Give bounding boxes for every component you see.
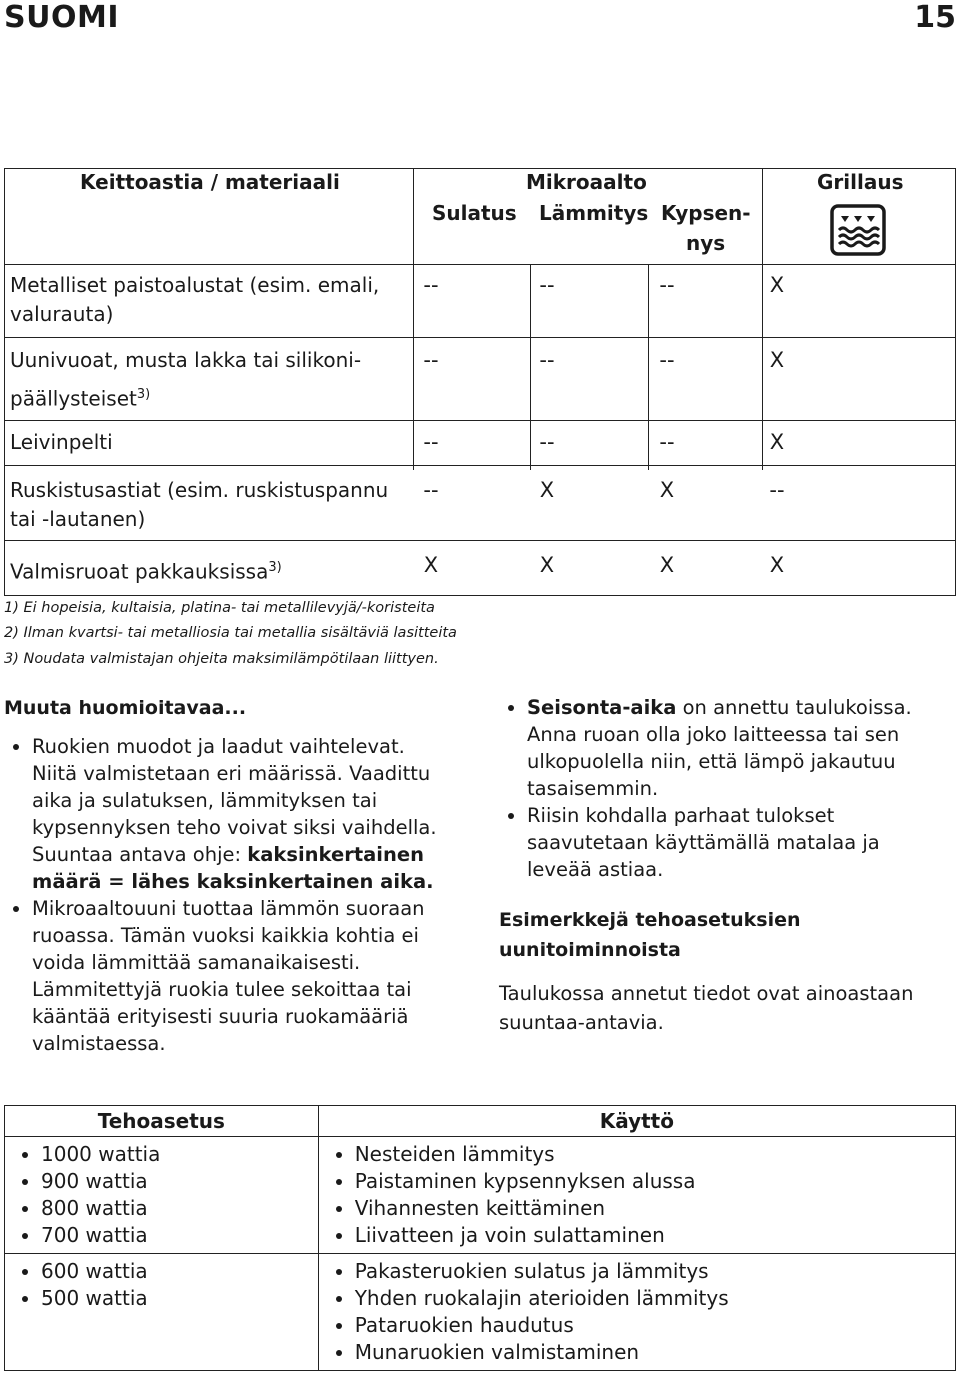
table-border <box>4 264 956 265</box>
list-item: • Seisonta-aika on annettu taulukoissa. Anna ruoan olla joko laitteessa tai sen ulkopuolella niin, että lämpö jakautuu tasaisemmin. <box>527 694 939 802</box>
row-label-cont: päällysteiset$^{3)}$ <box>10 386 151 411</box>
row-label-cont: valurauta) <box>10 302 114 326</box>
list-item: • Pataruokien haudutus <box>355 1312 955 1339</box>
mark-cell: -- <box>423 478 439 502</box>
list-item: • Paistaminen kypsennyksen alussa <box>355 1168 955 1195</box>
mark-cell: -- <box>539 273 555 297</box>
standing-time-list <box>499 694 939 883</box>
mark-cell: X <box>423 553 439 577</box>
list-item: • 800 wattia <box>41 1195 318 1222</box>
mark-cell: -- <box>539 348 555 372</box>
mark-cell: X <box>769 348 785 372</box>
list-item: • Riisin kohdalla parhaat tulokset saavutetaan käyttämällä matalaa ja leveää astiaa. <box>527 802 939 883</box>
table-border <box>413 168 414 470</box>
mark-cell: X <box>539 553 555 577</box>
header-power: Tehoasetus <box>5 1106 319 1137</box>
table-border <box>4 337 956 338</box>
list-item: • Pakasteruokien sulatus ja lämmitys <box>355 1258 955 1285</box>
page-number: 15 <box>914 0 956 35</box>
list-item: • 500 wattia <box>41 1285 318 1312</box>
table-border <box>4 420 956 421</box>
mark-cell: -- <box>769 478 785 502</box>
row-label: Leivinpelti <box>10 430 113 454</box>
mark-cell: X <box>539 478 555 502</box>
list-item: • 700 wattia <box>41 1222 318 1249</box>
row-label: Metalliset paistoalustat (esim. emali, <box>10 273 380 297</box>
other-notes-list <box>4 733 454 1057</box>
list-item: • 900 wattia <box>41 1168 318 1195</box>
header-cooking-cont: nys <box>686 231 726 255</box>
header-defrost: Sulatus <box>432 201 517 225</box>
list-item: • Yhden ruokalajin aterioiden lämmitys <box>355 1285 955 1312</box>
table-border <box>4 168 5 595</box>
footnote-2: 2) Ilman kvartsi- tai metalliosia tai metallia sisältäviä lasitteita <box>4 625 457 641</box>
mark-cell: -- <box>659 430 675 454</box>
footnote-3: 3) Noudata valmistajan ohjeita maksimilämpötilaan liittyen. <box>4 651 439 667</box>
list-item: • 600 wattia <box>41 1258 318 1285</box>
header-heating: Lämmitys <box>539 201 649 225</box>
mark-cell: -- <box>659 273 675 297</box>
row-label-cont: tai -lautanen) <box>10 507 146 531</box>
table-border <box>762 168 763 470</box>
mark-cell: X <box>769 430 785 454</box>
mark-cell: -- <box>423 430 439 454</box>
mark-cell: -- <box>423 348 439 372</box>
header-microwave: Mikroaalto <box>526 170 647 194</box>
list-item: • Liivatteen ja voin sulattaminen <box>355 1222 955 1249</box>
footnote-1: 1) Ei hopeisia, kultaisia, platina- tai metallilevyjä/-koristeita <box>4 600 435 616</box>
mark-cell: -- <box>423 273 439 297</box>
power-group-2 <box>5 1254 319 1371</box>
header-grill: Grillaus <box>817 170 904 194</box>
grill-icon <box>830 204 886 256</box>
list-item: • 1000 wattia <box>41 1141 318 1168</box>
power-settings-table <box>4 1105 956 1371</box>
table-border <box>955 168 956 595</box>
use-group-2 <box>318 1254 955 1371</box>
other-notes-heading: Muuta huomioitavaa... <box>4 697 247 719</box>
table-border <box>4 540 956 541</box>
list-item: • Nesteiden lämmitys <box>355 1141 955 1168</box>
list-item: • Munaruokien valmistaminen <box>355 1339 955 1366</box>
row-label: Ruskistusastiat (esim. ruskistuspannu <box>10 478 389 502</box>
table-border <box>4 465 956 466</box>
list-item: • Ruokien muodot ja laadut vaihtelevat. Niitä valmistetaan eri määrissä. Vaadittu aika ja sulatuksen, lämmityksen tai kypsennyksen teho voivat siksi vaihdella. Suuntaa antava ohje: kaksinkertainen määrä = lähes kaksinkertainen aika. <box>32 733 454 895</box>
header-material: Keittoastia / materiaali <box>80 170 340 194</box>
row-label: Valmisruoat pakkauksissa$^{3)}$ <box>10 559 282 584</box>
header-cooking: Kypsen- <box>661 201 751 225</box>
power-group-1 <box>5 1137 319 1254</box>
mark-cell: -- <box>659 348 675 372</box>
mark-cell: X <box>659 553 675 577</box>
mark-cell: -- <box>539 430 555 454</box>
mark-cell: X <box>659 478 675 502</box>
list-item: • Vihannesten keittäminen <box>355 1195 955 1222</box>
mark-cell: X <box>769 273 785 297</box>
mark-cell: X <box>769 553 785 577</box>
page-language: SUOMI <box>4 0 119 35</box>
use-group-1 <box>318 1137 955 1254</box>
header-use: Käyttö <box>318 1106 955 1137</box>
examples-text: Taulukossa annetut tiedot ovat ainoastaan suuntaa-antavia. <box>499 982 914 1034</box>
list-item: • Mikroaaltouuni tuottaa lämmön suoraan ruoassa. Tämän vuoksi kaikkia kohtia ei voida lämmittää samanaikaisesti. Lämmitettyjä ruokia tulee sekoittaa tai kääntää erityisesti suuria ruokamääriä valmistaessa. <box>32 895 454 1057</box>
examples-heading: Esimerkkejä tehoasetuksien uunitoiminnoista <box>499 909 801 961</box>
row-label: Uunivuoat, musta lakka tai silikoni- <box>10 348 362 372</box>
